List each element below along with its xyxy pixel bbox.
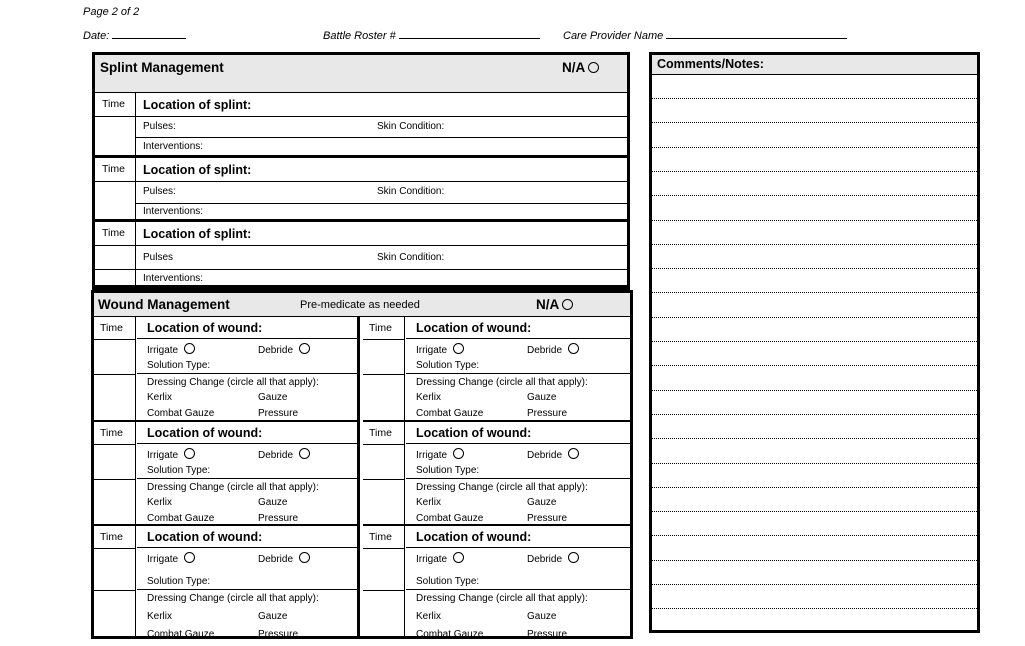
debride-label: Debride bbox=[527, 345, 563, 356]
note-line bbox=[652, 341, 977, 342]
dressing-option-gauze[interactable]: Gauze bbox=[258, 497, 288, 508]
time-label: Time bbox=[100, 531, 123, 543]
dressing-option-gauze[interactable]: Gauze bbox=[527, 611, 557, 622]
debride-radio[interactable] bbox=[568, 343, 579, 354]
wound-section-subtitle: Pre-medicate as needed bbox=[300, 299, 420, 311]
comments-writing-area[interactable] bbox=[652, 76, 977, 630]
irrigate-radio[interactable] bbox=[453, 448, 464, 459]
splint-section-title: Splint Management bbox=[100, 60, 224, 75]
splint-na-option[interactable] bbox=[562, 60, 599, 75]
debride-label: Debride bbox=[258, 345, 294, 356]
wound-time-cell[interactable] bbox=[94, 526, 136, 639]
irrigate-label: Irrigate bbox=[416, 345, 448, 356]
dressing-change-label: Dressing Change (circle all that apply): bbox=[416, 377, 588, 388]
wound-dressing-row bbox=[137, 591, 357, 639]
wound-location-row[interactable] bbox=[137, 422, 357, 444]
wound-entry bbox=[94, 524, 357, 639]
wound-procedure-row bbox=[406, 445, 630, 479]
solution-type-label: Solution Type: bbox=[147, 465, 211, 476]
location-label: Location of wound: bbox=[416, 321, 532, 335]
irrigate-label: Irrigate bbox=[416, 450, 448, 461]
note-line bbox=[652, 147, 977, 148]
pulses-label: Pulses: bbox=[143, 121, 176, 132]
solution-type-label: Solution Type: bbox=[416, 576, 480, 587]
date-input[interactable] bbox=[112, 29, 186, 39]
wound-na-label: N/A bbox=[536, 297, 560, 312]
debride-radio[interactable] bbox=[568, 448, 579, 459]
note-line bbox=[652, 244, 977, 245]
skin-condition-label: Skin Condition: bbox=[377, 121, 445, 132]
pulses-label: Pulses bbox=[143, 252, 174, 263]
dressing-option-kerlix[interactable]: Kerlix bbox=[416, 611, 442, 622]
battle-roster-input[interactable] bbox=[399, 29, 540, 39]
wound-column-left bbox=[94, 317, 360, 640]
note-line bbox=[652, 365, 977, 366]
wound-time-cell[interactable] bbox=[94, 317, 136, 420]
irrigate-option[interactable] bbox=[147, 448, 195, 461]
wound-entry bbox=[363, 317, 630, 420]
irrigate-radio[interactable] bbox=[453, 552, 464, 563]
wound-location-row[interactable] bbox=[137, 317, 357, 339]
irrigate-option[interactable] bbox=[147, 552, 195, 565]
wound-procedure-row bbox=[137, 340, 357, 374]
dressing-option-pressure[interactable]: Pressure bbox=[527, 408, 568, 419]
location-label: Location of wound: bbox=[147, 321, 263, 335]
care-provider-label: Care Provider Name bbox=[563, 30, 664, 42]
debride-option[interactable] bbox=[527, 552, 579, 565]
dressing-option-pressure[interactable]: Pressure bbox=[527, 629, 568, 640]
interventions-label: Interventions: bbox=[143, 206, 204, 217]
location-label: Location of wound: bbox=[147, 426, 263, 440]
dressing-option-gauze[interactable]: Gauze bbox=[258, 611, 288, 622]
dressing-option-combat-gauze[interactable]: Combat Gauze bbox=[416, 408, 484, 419]
irrigate-option[interactable] bbox=[147, 343, 195, 356]
dressing-option-gauze[interactable]: Gauze bbox=[527, 497, 557, 508]
dressing-option-kerlix[interactable]: Kerlix bbox=[416, 497, 442, 508]
wound-time-cell[interactable] bbox=[94, 422, 136, 524]
splint-pulses-row[interactable] bbox=[136, 182, 627, 204]
irrigate-radio[interactable] bbox=[453, 343, 464, 354]
note-line bbox=[652, 171, 977, 172]
splint-pulses-row[interactable] bbox=[136, 117, 627, 138]
time-label: Time bbox=[102, 163, 125, 175]
location-label: Location of wound: bbox=[416, 426, 532, 440]
dressing-option-kerlix[interactable]: Kerlix bbox=[147, 611, 173, 622]
dressing-change-label: Dressing Change (circle all that apply): bbox=[416, 593, 588, 604]
splint-location-row[interactable] bbox=[136, 93, 627, 117]
dressing-change-label: Dressing Change (circle all that apply): bbox=[147, 593, 319, 604]
irrigate-label: Irrigate bbox=[147, 554, 179, 565]
splint-na-radio[interactable] bbox=[588, 62, 599, 73]
irrigate-option[interactable] bbox=[416, 552, 464, 565]
debride-radio[interactable] bbox=[568, 552, 579, 563]
splint-interventions-row[interactable] bbox=[136, 204, 627, 219]
debride-option[interactable] bbox=[527, 448, 579, 461]
wound-entry bbox=[94, 420, 357, 524]
splint-time-cell[interactable] bbox=[95, 93, 136, 155]
splint-pulses-row[interactable] bbox=[136, 246, 627, 270]
debride-option[interactable] bbox=[258, 448, 310, 461]
wound-na-radio[interactable] bbox=[562, 299, 573, 310]
dressing-option-pressure[interactable]: Pressure bbox=[258, 629, 299, 640]
dressing-option-pressure[interactable]: Pressure bbox=[258, 408, 299, 419]
debride-radio[interactable] bbox=[299, 552, 310, 563]
wound-location-row[interactable] bbox=[406, 317, 630, 339]
wound-dressing-row bbox=[406, 591, 630, 639]
note-line bbox=[652, 560, 977, 561]
splint-time-cell[interactable] bbox=[95, 222, 136, 290]
dressing-option-kerlix[interactable]: Kerlix bbox=[147, 497, 173, 508]
note-line bbox=[652, 414, 977, 415]
time-label: Time bbox=[369, 322, 392, 334]
note-line bbox=[652, 317, 977, 318]
irrigate-label: Irrigate bbox=[147, 450, 179, 461]
wound-na-option[interactable] bbox=[536, 297, 573, 312]
location-label: Location of wound: bbox=[147, 530, 263, 544]
dressing-option-combat-gauze[interactable]: Combat Gauze bbox=[147, 513, 215, 524]
irrigate-radio[interactable] bbox=[184, 448, 195, 459]
time-label: Time bbox=[369, 531, 392, 543]
splint-na-label: N/A bbox=[562, 60, 586, 75]
wound-dressing-row bbox=[406, 375, 630, 420]
comments-header bbox=[652, 55, 977, 75]
irrigate-option[interactable] bbox=[416, 448, 464, 461]
debride-label: Debride bbox=[258, 450, 294, 461]
note-line bbox=[652, 584, 977, 585]
splint-entry bbox=[95, 155, 627, 219]
skin-condition-label: Skin Condition: bbox=[377, 186, 445, 197]
note-line bbox=[652, 438, 977, 439]
date-label: Date: bbox=[83, 30, 110, 42]
solution-type-label: Solution Type: bbox=[416, 360, 480, 371]
debride-radio[interactable] bbox=[299, 343, 310, 354]
wound-time-cell[interactable] bbox=[363, 317, 405, 420]
wound-dressing-row bbox=[137, 480, 357, 524]
wound-procedure-row bbox=[406, 549, 630, 590]
dressing-option-pressure[interactable]: Pressure bbox=[527, 513, 568, 524]
date-field[interactable] bbox=[83, 29, 186, 43]
solution-type-label: Solution Type: bbox=[416, 465, 480, 476]
wound-management-section bbox=[91, 290, 633, 639]
debride-option[interactable] bbox=[527, 343, 579, 356]
note-line bbox=[652, 511, 977, 512]
note-line bbox=[652, 535, 977, 536]
wound-section-header bbox=[94, 293, 630, 317]
note-line bbox=[652, 122, 977, 123]
location-label: Location of splint: bbox=[143, 163, 252, 177]
debride-option[interactable] bbox=[258, 343, 310, 356]
time-label: Time bbox=[369, 427, 392, 439]
dressing-option-kerlix[interactable]: Kerlix bbox=[416, 392, 442, 403]
solution-type-label: Solution Type: bbox=[147, 576, 211, 587]
dressing-option-combat-gauze[interactable]: Combat Gauze bbox=[416, 513, 484, 524]
debride-radio[interactable] bbox=[299, 448, 310, 459]
dressing-change-label: Dressing Change (circle all that apply): bbox=[147, 482, 319, 493]
irrigate-label: Irrigate bbox=[147, 345, 179, 356]
wound-entry bbox=[363, 524, 630, 639]
time-label: Time bbox=[100, 427, 123, 439]
page-number: Page 2 of 2 bbox=[83, 6, 140, 18]
wound-procedure-row bbox=[406, 340, 630, 374]
interventions-label: Interventions: bbox=[143, 273, 204, 284]
note-line bbox=[652, 390, 977, 391]
comments-title: Comments/Notes: bbox=[657, 57, 764, 71]
splint-interventions-row[interactable] bbox=[136, 270, 627, 290]
splint-time-cell[interactable] bbox=[95, 158, 136, 219]
dressing-change-label: Dressing Change (circle all that apply): bbox=[147, 377, 319, 388]
dressing-option-combat-gauze[interactable]: Combat Gauze bbox=[147, 408, 215, 419]
wound-dressing-row bbox=[137, 375, 357, 420]
interventions-label: Interventions: bbox=[143, 141, 204, 152]
wound-location-row[interactable] bbox=[406, 526, 630, 548]
wound-entry bbox=[94, 317, 357, 420]
wound-time-cell[interactable] bbox=[363, 526, 405, 639]
splint-location-row[interactable] bbox=[136, 158, 627, 182]
note-line bbox=[652, 608, 977, 609]
note-line bbox=[652, 195, 977, 196]
splint-entry bbox=[95, 93, 627, 155]
dressing-option-combat-gauze[interactable]: Combat Gauze bbox=[416, 629, 484, 640]
splint-section-header bbox=[95, 55, 627, 93]
debride-label: Debride bbox=[258, 554, 294, 565]
care-provider-input[interactable] bbox=[666, 29, 847, 39]
dressing-option-combat-gauze[interactable]: Combat Gauze bbox=[147, 629, 215, 640]
dressing-option-kerlix[interactable]: Kerlix bbox=[147, 392, 173, 403]
time-label: Time bbox=[100, 322, 123, 334]
battle-roster-label: Battle Roster # bbox=[323, 30, 396, 42]
note-line bbox=[652, 463, 977, 464]
dressing-option-gauze[interactable]: Gauze bbox=[527, 392, 557, 403]
wound-procedure-row bbox=[137, 445, 357, 479]
comments-notes-section bbox=[649, 52, 980, 633]
note-line bbox=[652, 220, 977, 221]
irrigate-radio[interactable] bbox=[184, 552, 195, 563]
dressing-change-label: Dressing Change (circle all that apply): bbox=[416, 482, 588, 493]
irrigate-option[interactable] bbox=[416, 343, 464, 356]
skin-condition-label: Skin Condition: bbox=[377, 252, 445, 263]
splint-interventions-row[interactable] bbox=[136, 138, 627, 155]
debride-option[interactable] bbox=[258, 552, 310, 565]
location-label: Location of splint: bbox=[143, 227, 252, 241]
pulses-label: Pulses: bbox=[143, 186, 176, 197]
irrigate-label: Irrigate bbox=[416, 554, 448, 565]
debride-label: Debride bbox=[527, 450, 563, 461]
care-provider-field[interactable] bbox=[563, 29, 847, 43]
irrigate-radio[interactable] bbox=[184, 343, 195, 354]
wound-location-row[interactable] bbox=[406, 422, 630, 444]
splint-management-section bbox=[92, 52, 630, 290]
wound-time-cell[interactable] bbox=[363, 422, 405, 524]
dressing-option-gauze[interactable]: Gauze bbox=[258, 392, 288, 403]
debride-label: Debride bbox=[527, 554, 563, 565]
note-line bbox=[652, 487, 977, 488]
wound-section-title: Wound Management bbox=[98, 297, 230, 312]
wound-procedure-row bbox=[137, 549, 357, 590]
dressing-option-pressure[interactable]: Pressure bbox=[258, 513, 299, 524]
wound-dressing-row bbox=[406, 480, 630, 524]
note-line bbox=[652, 292, 977, 293]
wound-column-right bbox=[363, 317, 630, 640]
battle-roster-field[interactable] bbox=[323, 29, 540, 43]
wound-entry bbox=[363, 420, 630, 524]
splint-location-row[interactable] bbox=[136, 222, 627, 246]
location-label: Location of splint: bbox=[143, 98, 252, 112]
location-label: Location of wound: bbox=[416, 530, 532, 544]
time-label: Time bbox=[102, 98, 125, 110]
time-label: Time bbox=[102, 227, 125, 239]
note-line bbox=[652, 98, 977, 99]
splint-entry bbox=[95, 219, 627, 287]
note-line bbox=[652, 268, 977, 269]
wound-location-row[interactable] bbox=[137, 526, 357, 548]
solution-type-label: Solution Type: bbox=[147, 360, 211, 371]
